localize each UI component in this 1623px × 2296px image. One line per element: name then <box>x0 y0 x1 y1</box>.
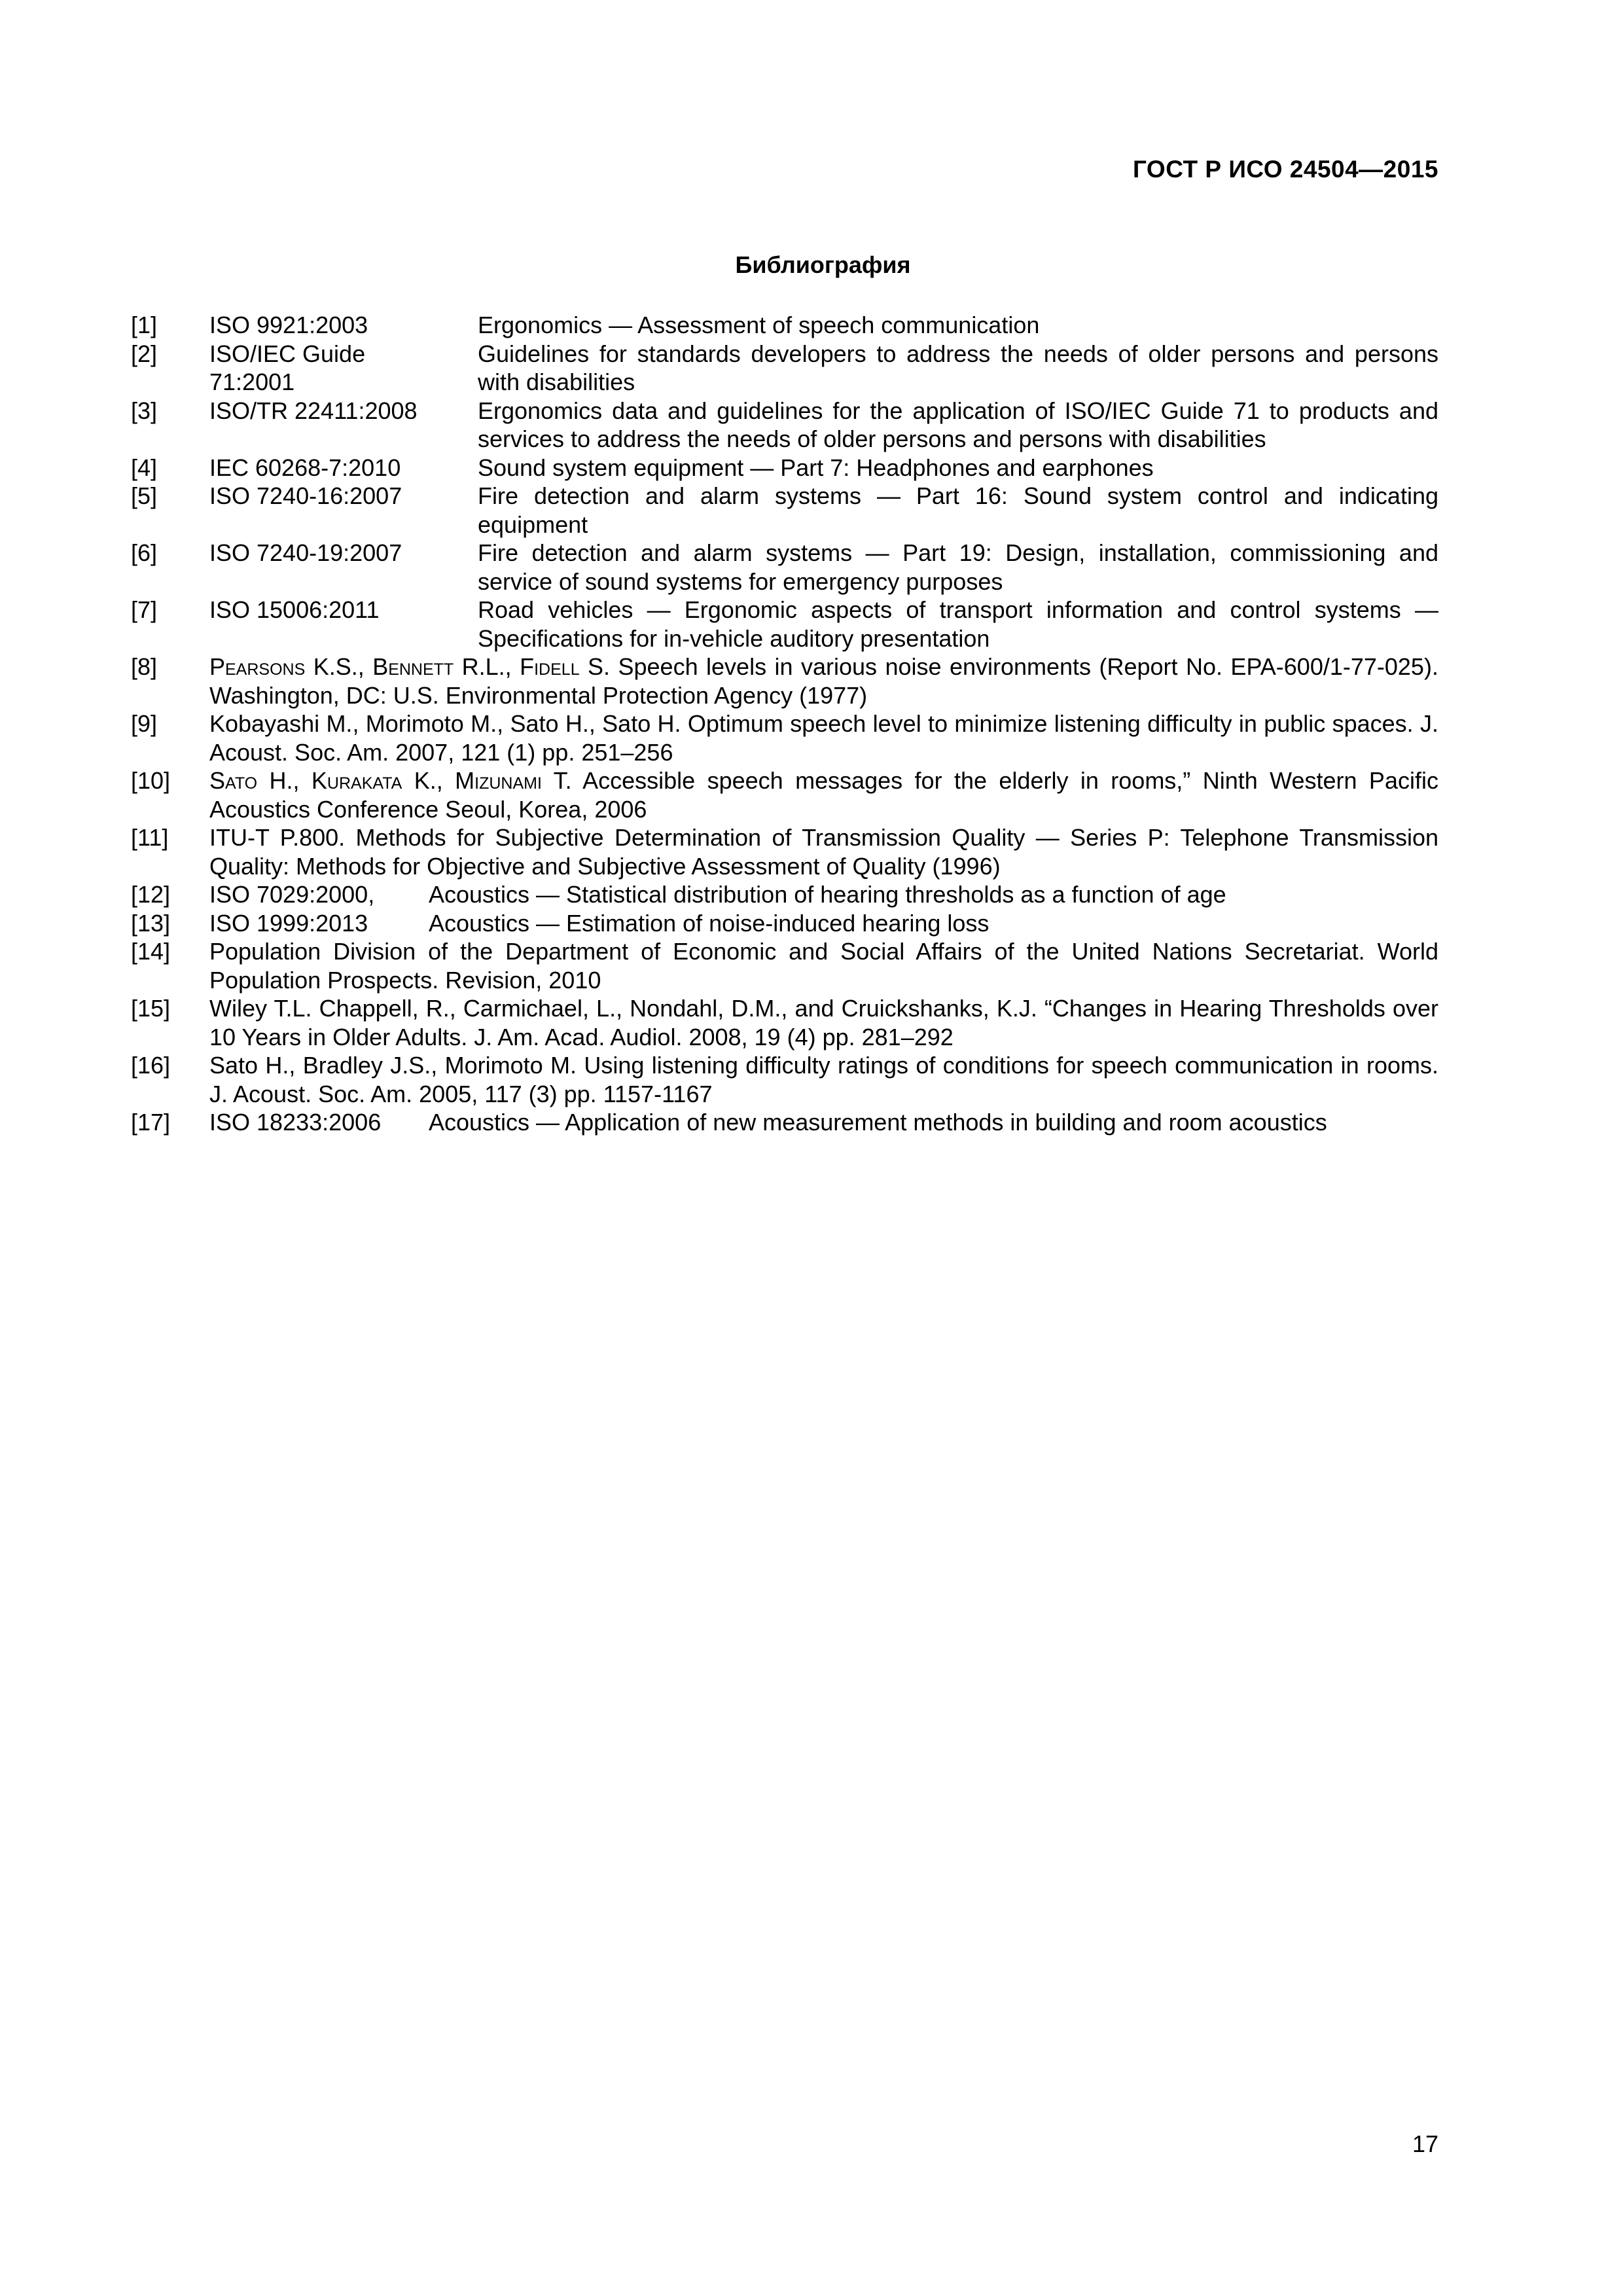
entry-number: [8] <box>131 653 158 680</box>
entry-text: Sato H., Kurakata K., Mizunami T. Accessible speech messages for the elderly in rooms,” Ninth Western Pacific Acoustics Conference Seoul, Korea, 2006 <box>209 767 1438 823</box>
bibliography-entry <box>131 482 1438 539</box>
author-initials: R.L. <box>461 653 505 680</box>
entry-title: Guidelines for standards developers to address the needs of older persons and persons with disabilities <box>478 340 1438 395</box>
bibliography-list <box>131 311 1438 1137</box>
entry-number: [5] <box>131 482 158 509</box>
entry-code: IEC 60268-7:2010 <box>209 454 401 481</box>
bibliography-entry <box>131 397 1438 454</box>
bibliography-entry <box>131 311 1438 340</box>
entry-number: [7] <box>131 596 158 623</box>
entry-code: ISO 1999:2013 <box>209 909 368 937</box>
entry-code: ISO/IEC Guide 71:2001 <box>209 340 366 395</box>
entry-title: Acoustics — Estimation of noise-induced hearing loss <box>429 909 990 937</box>
entry-text: Sato H., Bradley J.S., Morimoto M. Using listening difficulty ratings of conditions for speech communication in rooms. J. Acoust. Soc. Am. 2005, 117 (3) pp. 1157-1167 <box>209 1052 1438 1107</box>
entry-code: ISO 7240-19:2007 <box>209 539 402 566</box>
entry-title: Fire detection and alarm systems — Part 19: Design, installation, commissioning and service of sound systems for emergency purposes <box>478 539 1438 595</box>
bibliography-entry <box>131 1108 1438 1137</box>
author-initials: K.S. <box>313 653 358 680</box>
author-surname: Kurakata <box>311 767 402 794</box>
entry-number: [9] <box>131 710 158 737</box>
entry-title: Acoustics — Application of new measurement methods in building and room acoustics <box>429 1109 1327 1136</box>
entry-text: Pearsons K.S., Bennett R.L., Fidell S. Speech levels in various noise environments (Report No. EPA-600/1-77-025). Washington, DC: U.S. Environmental Protection Agency (1977) <box>209 653 1438 709</box>
entry-number: [6] <box>131 539 158 566</box>
entry-text: Population Division of the Department of Economic and Social Affairs of the United Nations Secretariat. World Population Prospects. Revision, 2010 <box>209 938 1438 994</box>
bibliography-entry <box>131 909 1438 938</box>
author-surname: Fidell <box>520 653 580 680</box>
entry-number: [15] <box>131 995 171 1022</box>
author-initials: K. <box>414 767 437 794</box>
entry-number: [10] <box>131 767 171 794</box>
author-initials: S. <box>588 653 611 680</box>
entry-number: [16] <box>131 1052 171 1079</box>
bibliography-entry <box>131 454 1438 482</box>
entry-title: Acoustics — Statistical distribution of hearing thresholds as a function of age <box>429 881 1226 908</box>
bibliography-entry <box>131 709 1438 766</box>
bibliography-entry <box>131 937 1438 994</box>
bibliography-entry <box>131 596 1438 653</box>
entry-code: ISO 15006:2011 <box>209 596 380 623</box>
entry-number: [17] <box>131 1109 171 1136</box>
entry-number: [2] <box>131 340 158 367</box>
entry-number: [14] <box>131 938 171 965</box>
document-header: ГОСТ Р ИСО 24504—2015 <box>1132 156 1438 183</box>
author-surname: Sato <box>209 767 258 794</box>
entry-code: ISO 7240-16:2007 <box>209 482 402 509</box>
author-surname: Bennett <box>372 653 454 680</box>
bibliography-entry <box>131 1051 1438 1108</box>
entry-code: ISO 9921:2003 <box>209 312 368 338</box>
entry-title: Fire detection and alarm systems — Part 16: Sound system control and indicating equipment <box>478 482 1438 538</box>
entry-number: [13] <box>131 909 171 937</box>
bibliography-entry <box>131 766 1438 823</box>
bibliography-entry <box>131 880 1438 909</box>
author-initials: T. <box>553 767 572 794</box>
author-surname: Mizunami <box>455 767 542 794</box>
entry-title: Ergonomics data and guidelines for the application of ISO/IEC Guide 71 to products and services to address the needs of older persons and persons with disabilities <box>478 397 1438 452</box>
bibliography-entry <box>131 994 1438 1051</box>
entry-number: [4] <box>131 454 158 481</box>
entry-title: Road vehicles — Ergonomic aspects of transport information and control systems — Specifications for in-vehicle auditory presentation <box>478 596 1438 652</box>
entry-citation: Accessible speech messages for the elderly in rooms,” Ninth Western Pacific Acoustics Conference Seoul, Korea, 2006 <box>209 767 1438 823</box>
entry-number: [12] <box>131 881 171 908</box>
entry-number: [1] <box>131 312 158 338</box>
entry-code: ISO 18233:2006 <box>209 1109 382 1136</box>
author-initials: H. <box>269 767 293 794</box>
bibliography-title: Библиография <box>735 251 911 278</box>
entry-text: Wiley T.L. Chappell, R., Carmichael, L., Nondahl, D.M., and Cruickshanks, K.J. “Changes in Hearing Thresholds over 10 Years in Older Adults. J. Am. Acad. Audiol. 2008, 19 (4) pp. 281–292 <box>209 995 1438 1050</box>
bibliography-entry <box>131 340 1438 397</box>
page-number: 17 <box>1412 2130 1438 2157</box>
entry-code: ISO/TR 22411:2008 <box>209 397 418 424</box>
entry-citation: Speech levels in various noise environments (Report No. EPA-600/1-77-025). Washington, DC: U.S. Environmental Protection Agency (1977) <box>209 653 1438 709</box>
bibliography-entry <box>131 653 1438 709</box>
entry-code: ISO 7029:2000, <box>209 881 375 908</box>
entry-title: Sound system equipment — Part 7: Headphones and earphones <box>478 454 1154 481</box>
bibliography-entry <box>131 823 1438 880</box>
author-surname: Pearsons <box>209 653 306 680</box>
entry-number: [3] <box>131 397 158 424</box>
entry-title: Ergonomics — Assessment of speech communication <box>478 312 1040 338</box>
bibliography-entry <box>131 539 1438 596</box>
entry-text: Kobayashi M., Morimoto M., Sato H., Sato H. Optimum speech level to minimize listening difficulty in public spaces. J. Acoust. Soc. Am. 2007, 121 (1) pp. 251–256 <box>209 710 1438 766</box>
entry-number: [11] <box>131 824 169 851</box>
entry-text: ITU-T P.800. Methods for Subjective Determination of Transmission Quality — Series P: Telephone Transmission Quality: Methods for Objective and Subjective Assessment of Quality (1996) <box>209 824 1438 880</box>
